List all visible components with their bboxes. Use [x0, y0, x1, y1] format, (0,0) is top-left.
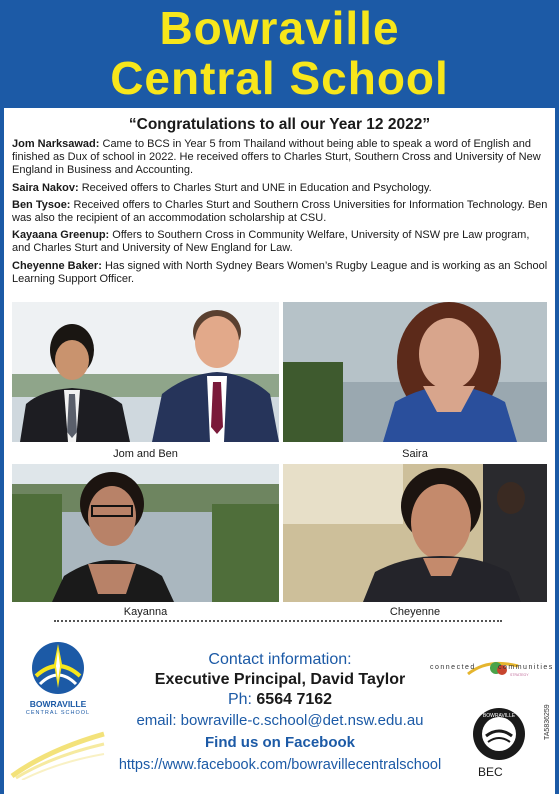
student-text: Received offers to Charles Sturt and Southern Cross Universities for Information Technology. Ben was also the recipient of an accommodation scholarship at CSU. — [12, 198, 548, 225]
contact-email[interactable]: email: bowraville-c.school@det.nsw.edu.au — [136, 712, 424, 729]
facebook-url[interactable]: https://www.facebook.com/bowravillecentralschool — [118, 757, 442, 773]
student-entry — [12, 199, 548, 225]
border-right — [555, 108, 559, 794]
title-line-2: Central School — [110, 52, 449, 104]
header-banner — [0, 0, 559, 108]
contact-name: Executive Principal, David Taylor — [154, 671, 406, 688]
student-text: Has signed with North Sydney Bears Women’s Rugby League and is working as an School Learning Support Officer. — [12, 259, 548, 285]
headline: “Congratulations to all our Year 12 2022” — [128, 116, 431, 133]
photo-saira — [283, 302, 547, 442]
caption-jom-and-ben: Jom and Ben — [113, 448, 178, 460]
student-entry — [12, 260, 548, 286]
student-list — [12, 138, 548, 290]
bec-label: BEC — [478, 765, 503, 779]
facebook-callout: Find us on Facebook — [204, 734, 355, 751]
student-name: Ben Tysoe: — [12, 198, 71, 211]
photo-jom-and-ben — [12, 302, 279, 442]
caption-kayanna: Kayanna — [123, 606, 168, 618]
student-text: Received offers to Charles Sturt and UNE in Education and Psychology. — [81, 181, 432, 194]
photo-cheyenne — [283, 464, 547, 602]
bec-ring-text: BOWRAVILLE — [482, 713, 516, 719]
contact-block — [80, 650, 480, 776]
student-text: Offers to Southern Cross in Community Welfare, University of NSW pre Law program, and Charles Sturt and University of New England for Law. — [12, 229, 530, 255]
student-name: Jom Narksawad: — [12, 138, 100, 150]
caption-cheyenne: Cheyenne — [389, 606, 441, 618]
student-entry — [12, 229, 548, 255]
school-logo-name: BOWRAVILLE — [29, 699, 87, 709]
cc-word-connected: connected — [430, 664, 476, 671]
student-text: Came to BCS in Year 5 from Thailand without being able to speak a word of English and finished as Dux of school in 2022. He received offers to Charles Sturt, Southern Cross and University of New England in Business and Accounting. — [12, 138, 541, 177]
student-name: Cheyenne Baker: — [12, 259, 102, 272]
phone-number: 6564 7162 — [256, 691, 333, 708]
student-entry — [12, 182, 548, 195]
cc-word-communities: communities — [498, 664, 554, 671]
student-name: Kayaana Greenup: — [12, 229, 110, 242]
contact-title: Contact information: — [208, 651, 352, 668]
photo-kayanna — [12, 464, 279, 602]
contact-phone — [80, 690, 480, 710]
ad-reference-id: TA5836259 — [544, 704, 551, 740]
border-left — [0, 108, 4, 794]
divider — [54, 620, 502, 622]
phone-label: Ph: — [227, 691, 252, 708]
student-entry — [12, 138, 548, 178]
title-line-1: Bowraville — [159, 2, 400, 54]
school-logo-subtitle: CENTRAL SCHOOL — [25, 710, 91, 716]
cc-subtitle: STRATEGY — [510, 673, 529, 677]
student-name: Saira Nakov: — [12, 181, 79, 194]
caption-saira: Saira — [402, 448, 428, 460]
